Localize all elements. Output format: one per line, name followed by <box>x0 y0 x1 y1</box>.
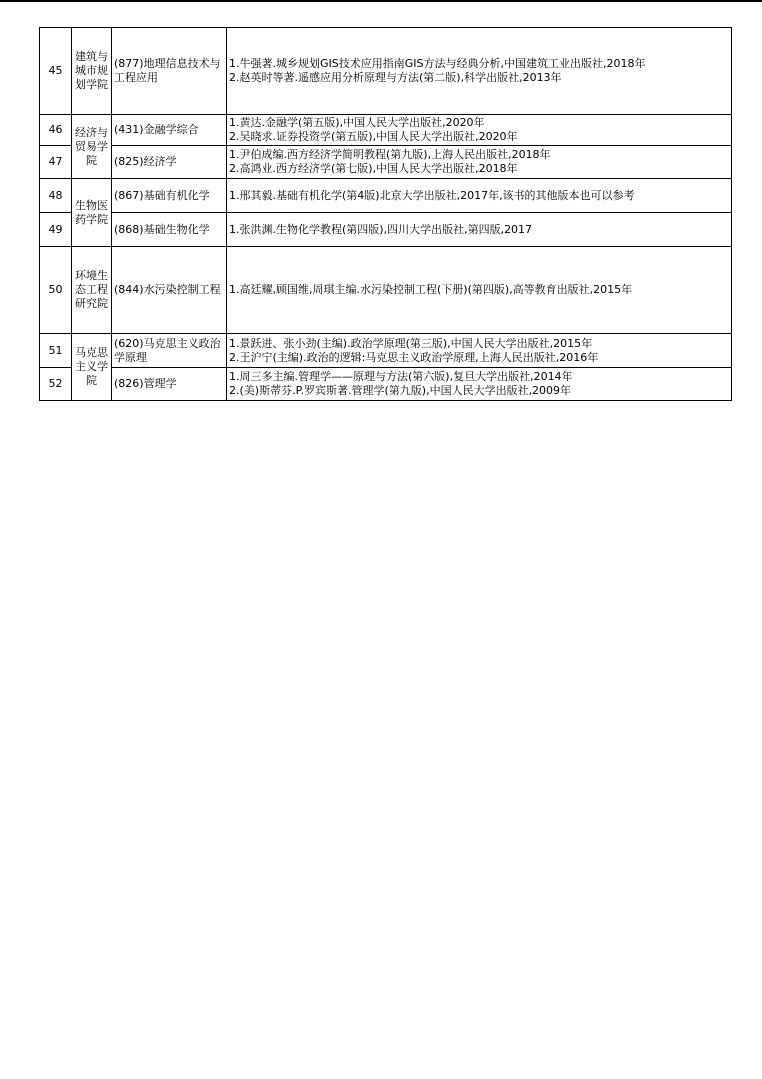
subject-name: (826)管理学 <box>112 368 227 401</box>
row-number: 47 <box>40 146 72 179</box>
book-entry: 1.景跃进、张小劲(主编).政治学原理(第三版),中国人民大学出版社,2015年 <box>229 336 593 350</box>
college-name: 环境生态工程研究院 <box>72 247 112 334</box>
book-entry: 1.尹伯成编.西方经济学简明教程(第九版),上海人民出版社,2018年 <box>229 148 551 161</box>
book-entry: 2.高鸿业.西方经济学(第七版),中国人民大学出版社,2018年 <box>229 162 518 175</box>
book-entry: 2.(美)斯蒂芬.P.罗宾斯著.管理学(第九版),中国人民大学出版社,2009年 <box>229 384 572 397</box>
reference-books <box>227 179 732 213</box>
row-number: 46 <box>40 115 72 146</box>
table-row <box>40 115 732 146</box>
college-name: 建筑与城市规划学院 <box>72 28 112 115</box>
subject-name: (867)基础有机化学 <box>112 179 227 213</box>
subject-name: (825)经济学 <box>112 146 227 179</box>
subject-name: (877)地理信息技术与工程应用 <box>112 28 227 115</box>
college-name: 生物医药学院 <box>72 179 112 247</box>
table-row <box>40 179 732 213</box>
table-row <box>40 213 732 247</box>
subject-name: (431)金融学综合 <box>112 115 227 146</box>
subject-name: (844)水污染控制工程 <box>112 247 227 334</box>
reference-books <box>227 368 732 401</box>
reference-books-table <box>39 27 732 401</box>
book-entry: 2.王沪宁(主编).政治的逻辑:马克思主义政治学原理,上海人民出版社,2016年 <box>229 350 599 364</box>
reference-books <box>227 213 732 247</box>
table-row <box>40 334 732 368</box>
top-rule <box>0 0 762 2</box>
book-entry: 1.高廷耀,顾国维,周琪主编.水污染控制工程(下册)(第四版),高等教育出版社,2015年 <box>229 283 633 296</box>
row-number: 52 <box>40 368 72 401</box>
reference-books <box>227 28 732 115</box>
table-row <box>40 146 732 179</box>
college-name: 经济与贸易学院 <box>72 115 112 179</box>
table-row <box>40 28 732 115</box>
reference-books <box>227 334 732 368</box>
book-entry: 1.周三多主编.管理学——原理与方法(第六版),复旦大学出版社,2014年 <box>229 370 573 383</box>
row-number: 45 <box>40 28 72 115</box>
row-number: 49 <box>40 213 72 247</box>
book-entry: 2.吴晓求.证券投资学(第五版),中国人民大学出版社,2020年 <box>229 130 518 143</box>
college-name: 马克思主义学院 <box>72 334 112 401</box>
reference-books <box>227 247 732 334</box>
book-entry: 1.黄达.金融学(第五版),中国人民大学出版社,2020年 <box>229 116 485 129</box>
reference-books <box>227 115 732 146</box>
row-number: 48 <box>40 179 72 213</box>
row-number: 50 <box>40 247 72 334</box>
reference-books <box>227 146 732 179</box>
subject-name: (868)基础生物化学 <box>112 213 227 247</box>
book-entry: 1.张洪渊.生物化学教程(第四版),四川大学出版社,第四版,2017 <box>229 222 533 236</box>
row-number: 51 <box>40 334 72 368</box>
book-entry: 1.牛强著.城乡规划GIS技术应用指南GIS方法与经典分析,中国建筑工业出版社,2018年 <box>229 57 646 70</box>
book-entry: 2.赵英时等著.遥感应用分析原理与方法(第二版),科学出版社,2013年 <box>229 71 562 84</box>
book-entry: 1.邢其毅.基础有机化学(第4版)北京大学出版社,2017年,该书的其他版本也可以参考 <box>229 188 635 202</box>
subject-name: (620)马克思主义政治学原理 <box>112 334 227 368</box>
table-row <box>40 247 732 334</box>
table-row <box>40 368 732 401</box>
